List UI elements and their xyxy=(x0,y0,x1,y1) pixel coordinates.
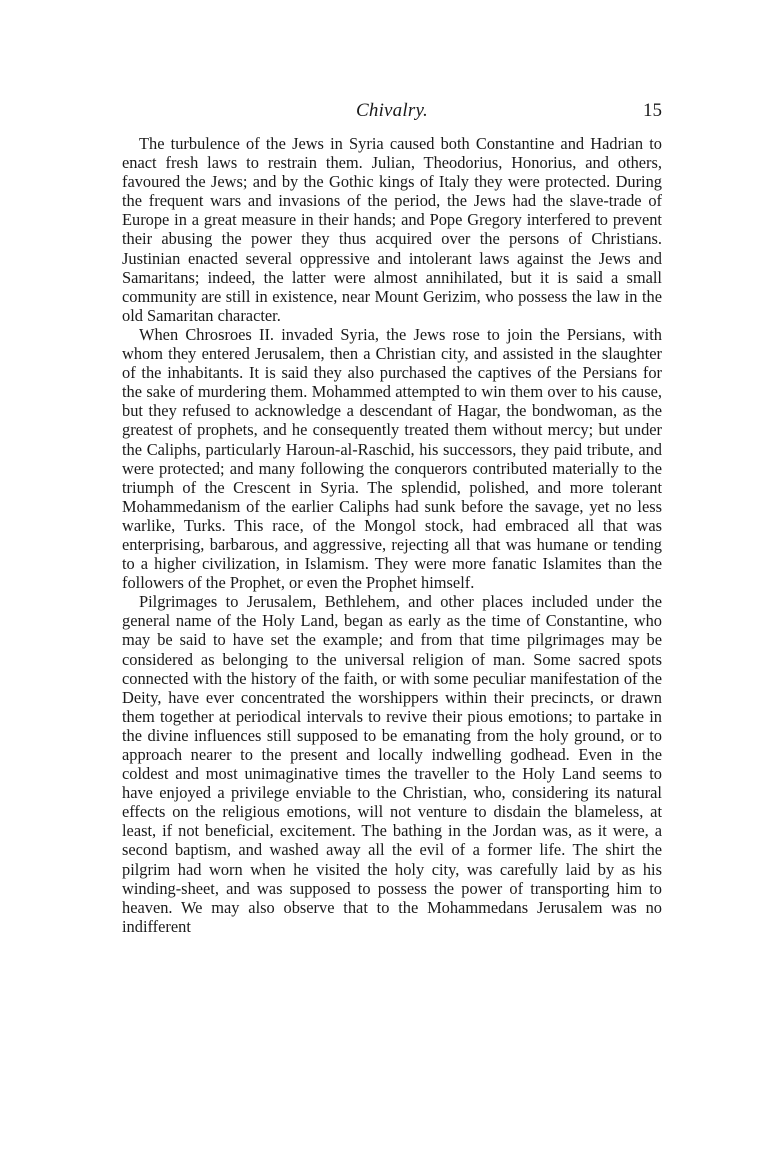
paragraph-jews-in-syria: The turbulence of the Jews in Syria caused both Constantine and Hadrian to enact fresh laws to restrain them. Julian, Theodorius, Honorius, and others, favoured the Jews; and by the Gothic kings of Italy they were protected. During the frequent wars and invasions of the period, the Jews had the slave-trade of Europe in a great measure in their hands; and Pope Gregory interfered to prevent their abusing the power they thus acquired over the persons of Christians. Justinian enacted several oppressive and intolerant laws against the Jews and Samaritans; indeed, the latter were almost annihilated, but it is said a small community are still in existence, near Mount Gerizim, who possess the law in the old Samaritan character. xyxy=(122,134,662,325)
page-number: 15 xyxy=(643,100,662,121)
paragraph-chosroes-invasion: When Chrosroes II. invaded Syria, the Jews rose to join the Persians, with whom they entered Jerusalem, then a Christian city, and assisted in the slaughter of the inhabitants. It is said they also purchased the captives of the Persians for the sake of murdering them. Mohammed attempted to win them over to his cause, but they refused to acknowledge a descendant of Hagar, the bondwoman, as the greatest of prophets, and he consequently treated them without mercy; but under the Caliphs, particularly Haroun-al-Raschid, his successors, they paid tribute, and were protected; and many following the conquerors contributed materially to the triumph of the Crescent in Syria. The splendid, polished, and more tolerant Mohammedanism of the earlier Caliphs had sunk before the savage, yet no less warlike, Turks. This race, of the Mongol stock, had embraced all that was enterprising, barbarous, and aggressive, rejecting all that was humane or tending to a higher civilization, in Islamism. They were more fanatic Islamites than the followers of the Prophet, or even the Prophet himself. xyxy=(122,324,662,593)
page-header xyxy=(122,100,662,126)
body-text xyxy=(122,134,662,936)
paragraph-pilgrimages: Pilgrimages to Jerusalem, Bethlehem, and other places included under the general name of the Holy Land, began as early as the time of Constantine, who may be said to have set the example; and from that time pilgrimages may be considered as belonging to the universal religion of man. Some sacred spots connected with the history of the faith, or with some peculiar manifestation of the Deity, have ever concentrated the worshippers within their precincts, or drawn them together at periodical intervals to revive their pious emotions; to partake in the divine influences still supposed to be emanating from the holy ground, or to approach nearer to the present and locally indwelling godhead. Even in the coldest and most unimaginative times the traveller to the Holy Land seems to have enjoyed a privilege enviable to the Christian, who, considering its natural effects on the religious emotions, will not venture to disdain the blameless, at least, if not beneficial, excitement. The bathing in the Jordan was, as it were, a second baptism, and washed away all the evil of a former life. The shirt the pilgrim had worn when he visited the holy city, was carefully laid by as his winding-sheet, and was supposed to possess the power of transporting him to heaven. We may also observe that to the Mohammedans Jerusalem was no indifferent xyxy=(122,592,662,936)
running-title: Chivalry. xyxy=(356,100,428,121)
